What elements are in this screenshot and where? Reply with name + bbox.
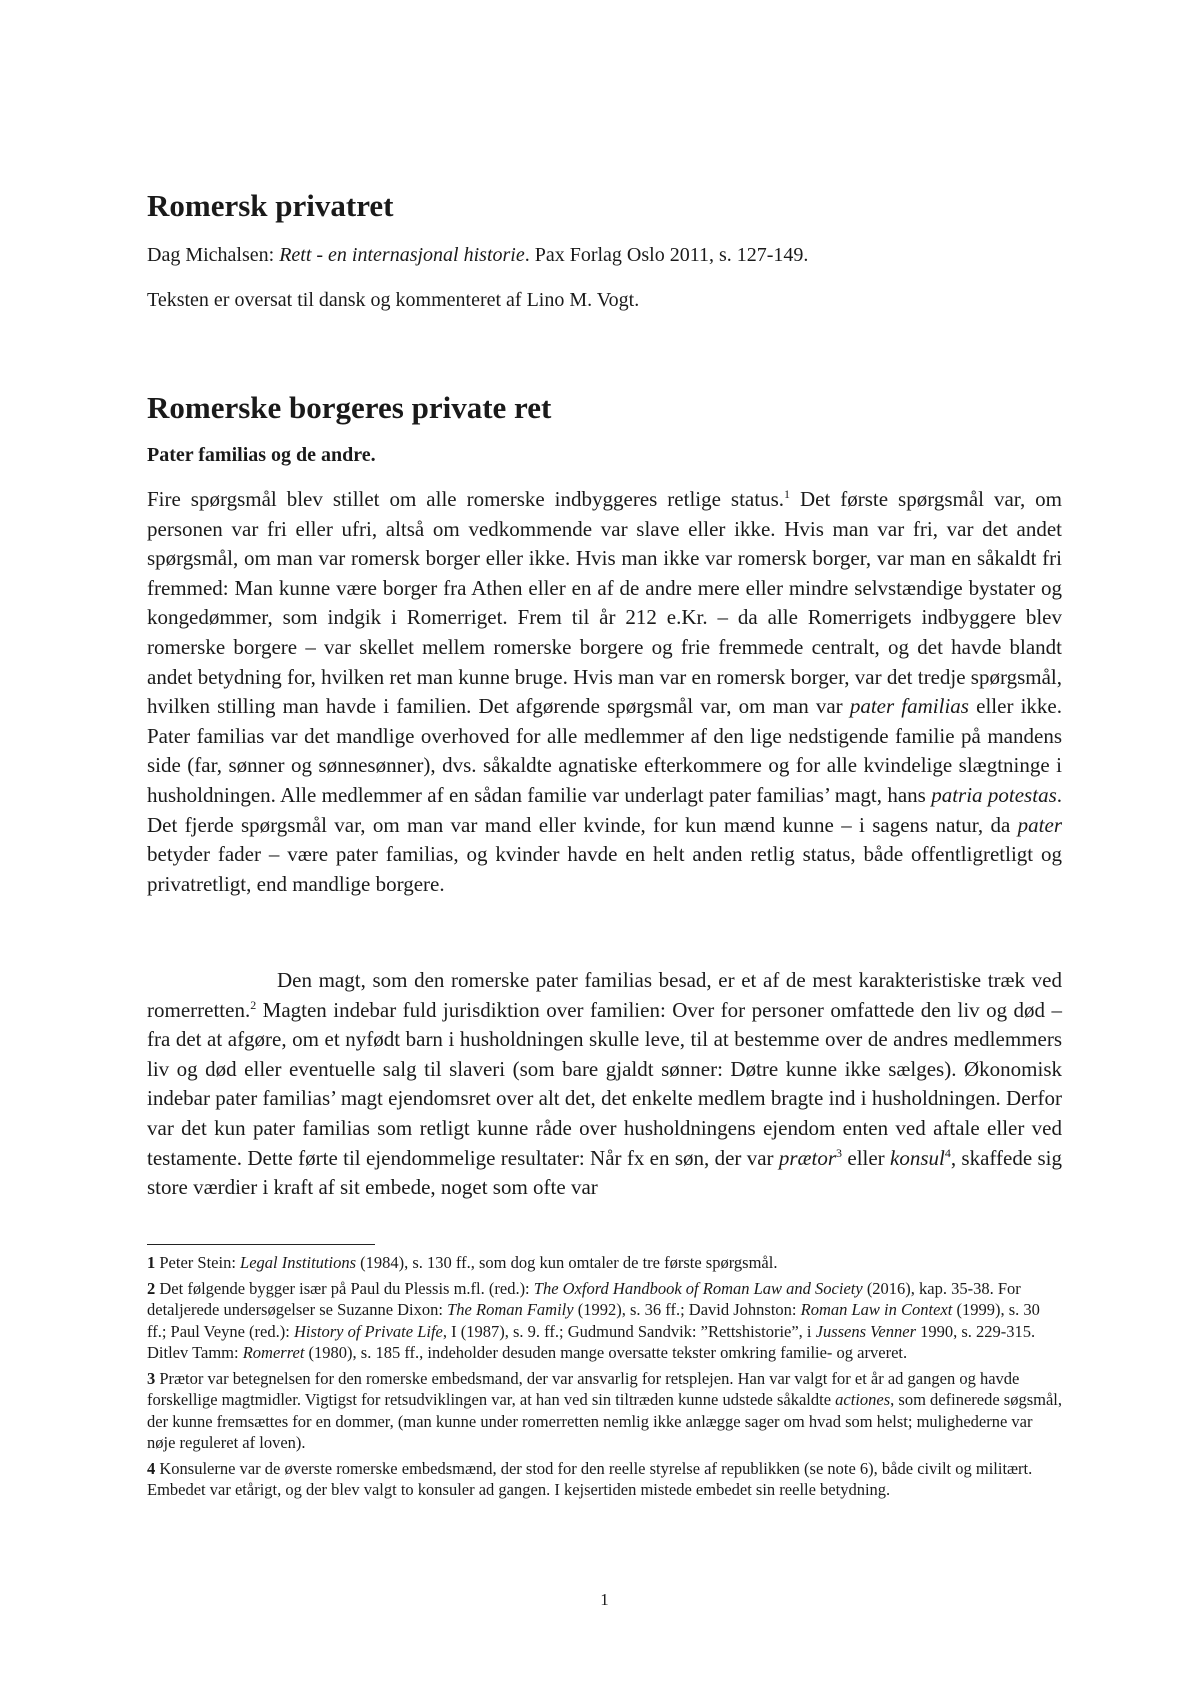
footnote-ref-3[interactable]: 3 [836,1145,843,1160]
footnote-text: Peter Stein: [155,1253,241,1272]
footnote-text: (2016), kap. 35-38. For detaljerede undersøgelser se Suzanne Dixon: [147,1278,1021,1319]
footnote-text: Konsulerne var de øverste romerske embedsmænd, der stod for den reelle styrelse af republikken (se note 6), både civilt og militært. Embedet var etårigt, og der blev valgt to konsuler ad gangen. I kejsertiden mistede embedet sin reelle betydning. [147,1458,1033,1499]
footnote-title: Romerret [242,1343,305,1362]
footnote-text: Prætor var betegnelsen for den romerske embedsmand, der var ansvarlig for retsplejen. Han var valgt for et år ad gangen og havde forskellige magtmidler. Vigtigst for retsudviklingen var, at han ved sin tiltræden kunne udstede såkaldte [147,1368,1020,1409]
paragraph-1-text: Fire spørgsmål blev stillet om alle romerske indbyggeres retlige status. [147,487,784,511]
source-work: Rett - en internasjonal historie [279,244,525,266]
footnote-separator [147,1244,375,1245]
footnote-text: 1990, s. 229-315. Ditlev Tamm: [147,1321,1036,1362]
paragraph-2-text: , skaffede sig store værdier i kraft af sit embede, noget som ofte var [147,1145,1062,1200]
footnote-number: 2 [147,1278,156,1298]
term-pater: pater [1017,812,1062,837]
section-title: Romerske borgeres private ret [147,390,552,425]
term-pater-familias: pater familias [849,694,969,719]
paragraph-1-text: eller ikke. Pater familias var det mandlige overhoved for alle medlemmer af den lige nedstigende familie på mandens side (far, sønner og sønnesønner), dvs. såkaldte agnatiske efterkommere og for alle kvindelige slægtninge i husholdningen. Alle medlemmer af en sådan familie var underlagt pater familias’ magt, hans [147,694,1062,807]
translation-note: Teksten er oversat til dansk og kommenteret af Lino M. Vogt. [147,289,640,311]
paragraph-2-text: Magten indebar fuld jurisdiktion over familien: Over for personer omfattede den liv og død – fra det at afgøre, om et nyfødt barn i husholdningen skulle leve, til at bestemme over de andres medlemmers liv og død eller eventuelle salg til slaveri (som bare gjaldt sønner: Døtre kunne ikke sælges). Økonomisk indebar pater familias’ magt ejendomsret over alt det, det enkelte medlem bragte ind i husholdningen. Derfor var det kun pater familias som retligt kunne råde over husholdningens ejendom enten ved aftale eller ved testamente. Dette førte til ejendommelige resultater: Når fx en søn, der var [147,997,1062,1170]
term-praetor: prætor [778,1145,837,1170]
footnote-3 [147,1368,1062,1454]
page-number: 1 [600,1590,609,1609]
footnote-ref-2[interactable]: 2 [250,997,257,1012]
document-page [147,0,1062,1698]
footnote-term: actiones [835,1390,891,1409]
footnote-text: (1984), s. 130 ff., som dog kun omtaler de tre første spørgsmål. [356,1253,778,1272]
paragraph-1-text: Det første spørgsmål var, om personen var fri eller ufri, altså om vedkommende var slave eller ikke. Hvis man var fri, var det andet spørgsmål, om man var romersk borger eller ikke. Hvis man ikke var romersk borger, var man en såkaldt fri fremmed: Man kunne være borger fra Athen eller en af de andre mere eller mindre selvstændige bystater og kongedømmer, som indgik i Romerriget. Frem til år 212 e.Kr. – da alle Romerrigets indbyggere blev romerske borgere – var skellet mellem romerske borgere og frie fremmede centralt, og det havde blandt andet betydning for, hvilken ret man kunne bruge. Hvis man var en romersk borger, var det tredje spørgsmål, hvilken stilling man havde i familien. Det afgørende spørgsmål var, om man var [147,487,1063,719]
footnote-title: The Oxford Handbook of Roman Law and Society [533,1278,863,1298]
footnote-title: Legal Institutions [240,1253,356,1272]
footnote-title: Jussens Venner [815,1321,916,1341]
footnote-title: Roman Law in Context [800,1300,953,1319]
footnote-number: 1 [147,1253,156,1272]
footnote-text: (1992), s. 36 ff.; David Johnston: [573,1300,801,1319]
footnote-text: Det følgende bygger især på Paul du Plessis m.fl. (red.): [155,1278,534,1298]
paragraph-1 [147,485,1062,899]
footnote-title: The Roman Family [447,1300,574,1319]
source-citation [147,244,808,267]
footnote-text: (1980), s. 185 ff., indeholder desuden mange oversatte tekster omkring familie- og arveret. [304,1343,908,1362]
footnote-ref-4[interactable]: 4 [944,1145,951,1160]
footnote-ref-1[interactable]: 1 [784,487,790,501]
footnotes [147,1252,1062,1505]
source-author: Dag Michalsen: [147,244,280,266]
paragraph-2-text: Den magt, som den romerske pater familias besad, er et af de mest karakteristiske træk ved romerretten. [147,968,1062,1022]
footnote-2 [147,1278,1062,1364]
footnote-4 [147,1458,1062,1501]
term-konsul: konsul [890,1145,945,1170]
footnote-text: , som definerede søgsmål, der kunne fremsættes for en dommer, (man kunne under romerretten nemlig ikke anlægge sager om hvad som helst; mulighederne var nøje reguleret af loven). [147,1390,1062,1452]
paragraph-2-text: eller [842,1145,891,1170]
paragraph-1-text: betyder fader – være pater familias, og kvinder havde en helt anden retlig status, både offentligretligt og privatretligt, end mandlige borgere. [147,842,1062,896]
term-patria-potestas: patria potestas [931,782,1057,807]
footnote-title: History of Private Life [293,1321,443,1341]
paragraph-1-text: . Det fjerde spørgsmål var, om man var mand eller kvinde, for kun mænd kunne – i sagens natur, da [147,782,1062,837]
footnote-number: 4 [147,1458,156,1478]
document-title: Romersk privatret [147,188,394,223]
footnote-1 [147,1252,1062,1274]
footnote-text: , I (1987), s. 9. ff.; Gudmund Sandvik: ”Rettshistorie”, i [442,1321,816,1341]
source-rest: . Pax Forlag Oslo 2011, s. 127-149. [524,244,809,266]
footnote-text: (1999), s. 30 ff.; Paul Veyne (red.): [147,1300,1040,1341]
subsection-title: Pater familias og de andre. [147,444,376,466]
footnote-number: 3 [147,1368,156,1388]
paragraph-2 [147,966,1062,1203]
